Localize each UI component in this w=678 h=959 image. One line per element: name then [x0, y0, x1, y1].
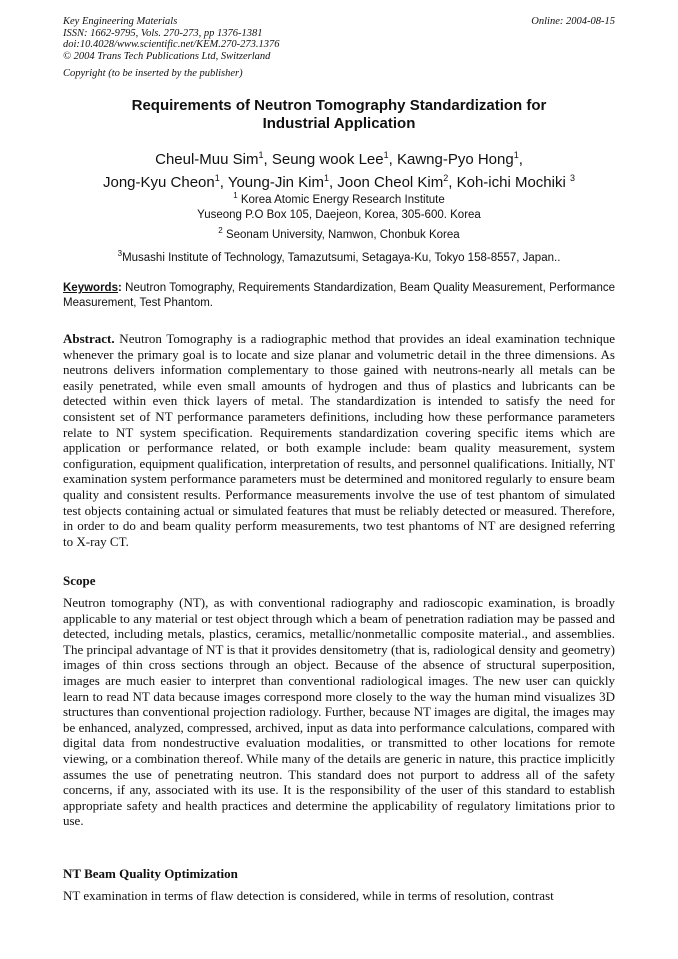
- author-separator: ,: [263, 151, 272, 168]
- affil-mark: 1: [233, 191, 238, 200]
- author-affil-mark: 1: [324, 173, 330, 183]
- affiliation-3: [63, 246, 615, 266]
- section-heading-beam-quality: NT Beam Quality Optimization: [63, 866, 238, 881]
- affil-institution: Korea Atomic Energy Research Institute: [237, 193, 445, 206]
- online-date: Online: 2004-08-15: [531, 16, 615, 27]
- author-name: Young-Jin Kim: [227, 174, 324, 191]
- scope-paragraph: Neutron tomography (NT), as with conventional radiography and radioscopic examination, is broadly applicable to any material or test object through which a beam of penetration radiation may be passed and detected, including metals, plastics, ceramics, metallic/nonmetallic composite material., and assemblies. The principal advantage of NT is that it provides densitometry (that is, radiological density and geometry) images of thin cross sections through an object. Because of the absence of structural superposition, images are much easier to interpret than conventional radiological images. The new user can quickly learn to read NT data because images correspond more closely to the way the human mind visualizes 3D structures than conventional projection radiology. Further, because NT images are digital, the images may be enhanced, analyzed, compressed, archived, input as data into performance calculations, compared with digital data from nondestructive evaluation modalities, or transmitted to other locations for remote viewing, or a combination thereof. While many of the details are generic in nature, this practice implicitly assumes the use of penetrating neutron. This standard does not purport to address all of the safety concerns, if any, associated with its use. It is the responsibility of the user of this standard to establish appropriate safety and health practices and determine the applicability of regulatory limitations prior to use.: [63, 595, 615, 829]
- doi-line: doi:10.4028/www.scientific.net/KEM.270-273.1376: [63, 39, 280, 50]
- author-name: Koh-ichi Mochiki: [456, 174, 570, 191]
- author-affil-mark: 2: [443, 173, 449, 183]
- author-separator: ,: [518, 151, 523, 168]
- author-affil-mark: 3: [569, 173, 575, 183]
- affiliation-2: [63, 223, 615, 243]
- author-affil-mark: 1: [214, 173, 220, 183]
- abstract-paragraph: [63, 331, 615, 549]
- keywords-text: Neutron Tomography, Requirements Standardization, Beam Quality Measurement, Performance Measurement, Test Phantom.: [63, 282, 615, 309]
- author-name: Joon Cheol Kim: [337, 174, 444, 191]
- author-name: Kawng-Pyo Hong: [396, 151, 514, 168]
- copyright-note: Copyright (to be inserted by the publisher): [63, 68, 243, 79]
- keywords-colon: :: [117, 282, 122, 294]
- author-affil-mark: 1: [383, 150, 389, 160]
- author-separator: ,: [219, 174, 228, 191]
- affil-institution: Musashi Institute of Technology, Tamazutsumi, Setagaya-Ku, Tokyo 158-8557, Japan..: [122, 251, 561, 264]
- keywords-block: [63, 281, 615, 310]
- title-line-2: Industrial Application: [262, 115, 416, 132]
- section-heading-scope: Scope: [63, 573, 96, 588]
- journal-name: Key Engineering Materials: [63, 16, 178, 27]
- affil-address: Yuseong P.O Box 105, Daejeon, Korea, 305-600. Korea: [197, 208, 481, 221]
- affil-mark: 2: [218, 226, 223, 235]
- affil-institution: Seonam University, Namwon, Chonbuk Korea: [222, 228, 460, 241]
- author-name: Jong-Kyu Cheon: [102, 174, 215, 191]
- author-affil-mark: 1: [258, 150, 264, 160]
- affiliation-1: [63, 188, 615, 223]
- paper-title: [63, 97, 615, 133]
- affil-mark: 3: [117, 249, 123, 258]
- abstract-text: Neutron Tomography is a radiographic method that provides an ideal examination technique whenever the primary goal is to locate and size planar and volumetric detail in the three dimensions. As neutrons delivers information complementary to those gained with neutrons-nearly all metals can be easily penetrated, while even small amounts of hydrogen and thus of plastics and lubricants can be detected within even thick layers of metal. The standardization is intended to satisfy the need for consistent set of NT performance parameters definitions, including how these performance parameters relate to NT system specification. Requirements standardization covering specific items which are application or performance related, or both example include: beam quality measurement, system configuration, equipment qualification, interpretation of results, and personnel qualifications. Initially, NT examination system performance parameters must be determined and monitored regularly to ensure beam quality and consistent results. Performance measurements involve the use of test phantom of simulated test objects containing actual or simulated features that must be reliably detected or measured. Therefore, in order to do and beam quality perform measurements, two test phantoms of NT are designed referring to X-ray CT.: [63, 331, 615, 549]
- keywords-label: Keywords: [63, 282, 118, 294]
- author-separator: ,: [448, 174, 457, 191]
- abstract-label: Abstract.: [63, 331, 115, 346]
- author-separator: ,: [329, 174, 338, 191]
- author-name: Cheul-Muu Sim: [155, 151, 259, 168]
- author-affil-mark: 1: [513, 150, 519, 160]
- beam-quality-paragraph: NT examination in terms of flaw detection is considered, while in terms of resolution, contrast: [63, 888, 554, 903]
- publication-header: [63, 16, 615, 80]
- issn-line: ISSN: 1662-9795, Vols. 270-273, pp 1376-1381: [63, 27, 263, 39]
- author-separator: ,: [388, 151, 397, 168]
- author-line-1: [63, 146, 615, 169]
- author-list: [63, 146, 615, 192]
- author-name: Seung wook Lee: [271, 151, 384, 168]
- title-line-1: Requirements of Neutron Tomography Standardization for: [131, 97, 547, 114]
- publisher-line: © 2004 Trans Tech Publications Ltd, Switzerland: [63, 50, 271, 62]
